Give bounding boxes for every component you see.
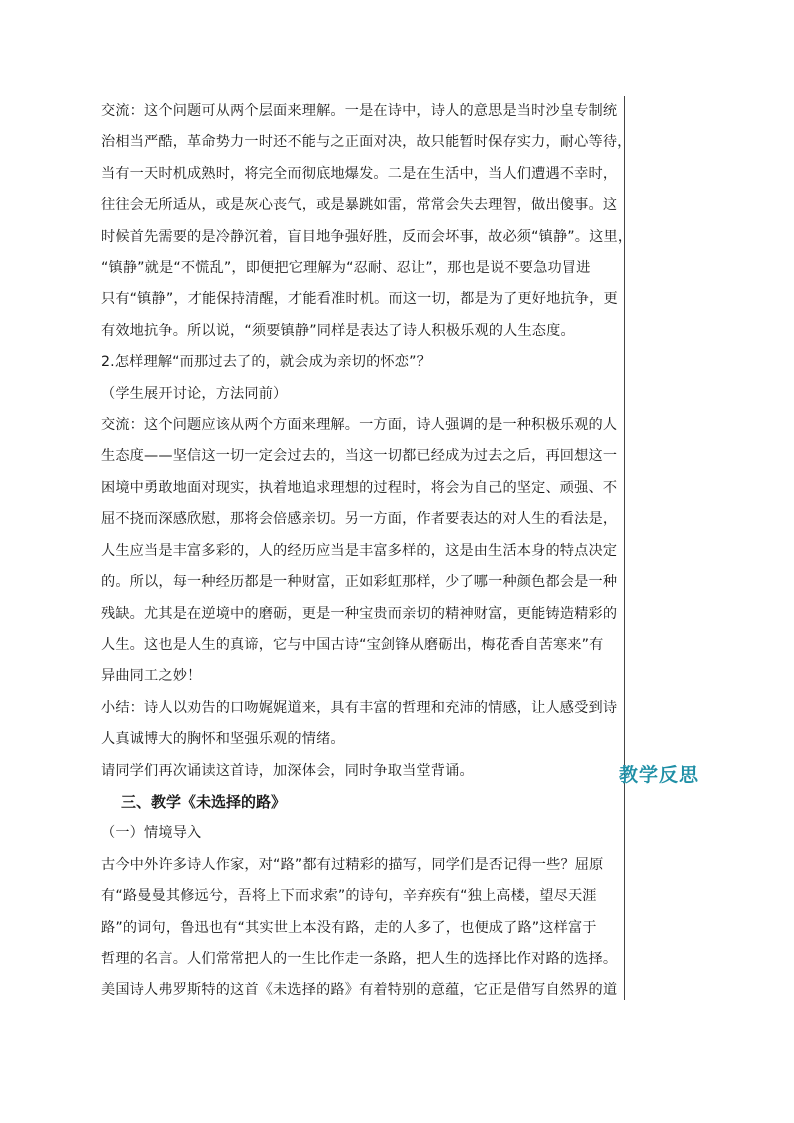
recite-instruction xyxy=(101,756,613,787)
text-line: 交流：这个问题可从两个层面来理解。一是在诗中，诗人的意思是当时沙皇专制统 xyxy=(101,103,618,119)
text-line: 只有“镇静”，才能保持清醒，才能看准时机。而这一切，都是为了更好地抗争，更 xyxy=(101,291,618,308)
text-line: 异曲同工之妙！ xyxy=(101,668,202,685)
teaching-reflection-title: 教学反思 xyxy=(619,764,700,786)
text-line: （一）情境导入 xyxy=(101,825,202,842)
text-line: 哲理的名言。人们常常把人的一生比作走一条路，把人生的选择比作对路的选择。 xyxy=(101,950,618,967)
lesson-content xyxy=(101,96,633,1007)
text-line: 治相当严酷，革命势力一时还不能与之正面对决，故只能暂时保存实力，耐心等待， xyxy=(101,134,632,151)
text-line: 人生。这也是人生的真谛，它与中国古诗“宝剑锋从磨砺出，梅花香自苦寒来”有 xyxy=(101,636,604,653)
text-line: 困境中勇敢地面对现实，执着地追求理想的过程时，将会为自己的坚定、顽强、不 xyxy=(101,479,618,496)
discussion-paragraph-2 xyxy=(101,410,618,693)
text-line: 美国诗人弗罗斯特的这首《未选择的路》有着特别的意蕴，它正是借写自然界的道 xyxy=(101,982,618,999)
text-line: 交流：这个问题应该从两个方面来理解。一方面，诗人强调的是一种积极乐观的人 xyxy=(101,417,618,434)
text-line: 时候首先需要的是冷静沉着，盲目地争强好胜，反而会坏事，故必须“镇静”。这里， xyxy=(101,228,633,245)
column-divider xyxy=(624,96,625,1000)
text-line: 往往会无所适从，或是灰心丧气，或是暴跳如雷，常常会失去理智，做出傻事。这 xyxy=(101,197,618,214)
text-line: 人生应当是丰富多彩的，人的经历应当是丰富多样的，这是由生活本身的特点决定 xyxy=(101,542,618,559)
text-line: 小结：诗人以劝告的口吻娓娓道来，具有丰富的哲理和充沛的情感，让人感受到诗 xyxy=(101,699,618,716)
section-heading-3: 三、教学《未选择的路》 xyxy=(121,792,287,811)
text-line: 当有一天时机成熟时，将完全而彻底地爆发。二是在生活中，当人们遭遇不幸时， xyxy=(101,165,618,182)
text-line: 屈不挠而深感欣慰，那将会倍感亲切。另一方面，作者要表达的对人生的看法是， xyxy=(101,511,618,528)
subsection-heading-1 xyxy=(101,818,613,849)
text-line: 请同学们再次诵读这首诗，加深体会，同时争取当堂背诵。 xyxy=(101,762,474,779)
text-line: 古今中外许多诗人作家，对“路”都有过精彩的描写，同学们是否记得一些？屈原 xyxy=(101,856,604,873)
text-line: “镇静”就是“不慌乱”，即便把它理解为“忍耐、忍让”，那也是说不要急功冒进 xyxy=(101,260,591,277)
text-line: 生态度——坚信这一切一定会过去的，当这一切都已经成为过去之后，再回想这一 xyxy=(101,448,618,465)
text-line: 残缺。尤其是在逆境中的磨砺，更是一种宝贵而亲切的精神财富，更能铸造精彩的 xyxy=(101,605,618,622)
text-line: 路”的词句，鲁迅也有“其实世上本没有路，走的人多了，也便成了路”这样富于 xyxy=(101,919,597,936)
text-line: 的。所以，每一种经历都是一种财富，正如彩虹那样，少了哪一种颜色都会是一种 xyxy=(101,574,618,591)
text-line: 有效地抗争。所以说，“须要镇静”同样是表达了诗人积极乐观的人生态度。 xyxy=(101,322,575,339)
text-line: 有“路曼曼其修远兮，吾将上下而求索”的诗句，辛弃疾有“独上高楼，望尽天涯 xyxy=(101,888,597,905)
question-2-note xyxy=(101,379,613,410)
question-2 xyxy=(101,347,613,378)
question-text: 2.怎样理解“而那过去了的，就会成为亲切的怀恋”？ xyxy=(101,354,431,371)
discussion-paragraph-1 xyxy=(101,96,633,347)
text-line: 人真诚博大的胸怀和坚强乐观的情绪。 xyxy=(101,731,345,748)
intro-paragraph xyxy=(101,850,618,1007)
note-text: （学生展开讨论，方法同前） xyxy=(101,385,288,402)
summary-paragraph xyxy=(101,693,618,756)
